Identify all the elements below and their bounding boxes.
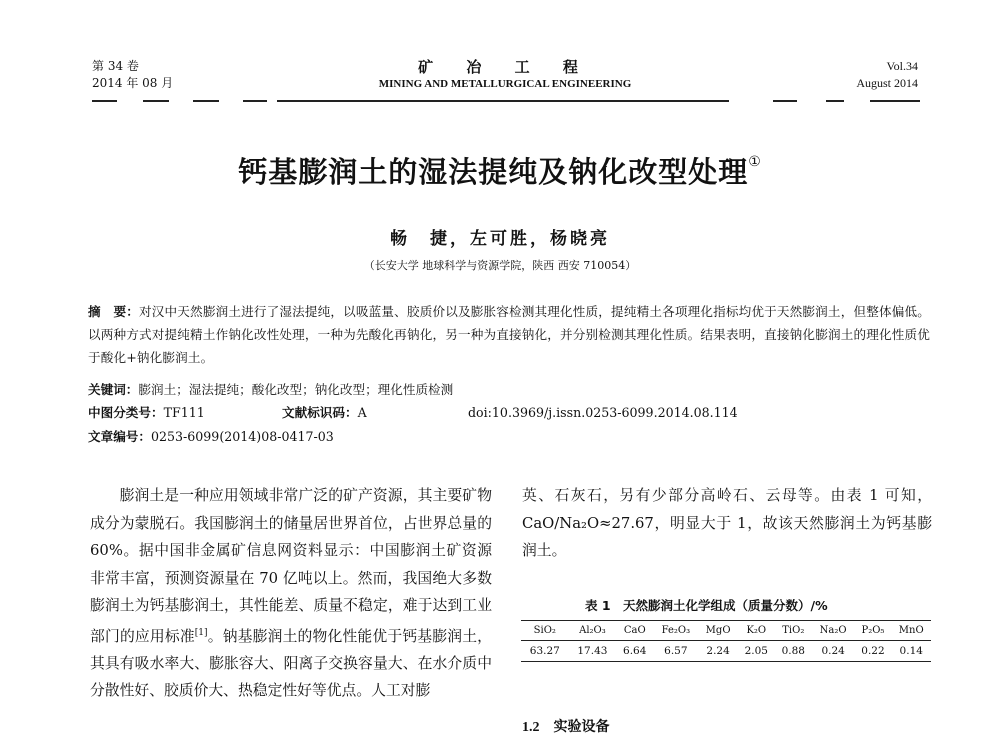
classification-label: 中图分类号： bbox=[88, 405, 164, 420]
table-header-cell: K₂O bbox=[738, 621, 775, 641]
article-number bbox=[88, 427, 334, 447]
affiliation: （长安大学 地球科学与资源学院，陕西 西安 710054） bbox=[363, 259, 637, 272]
classification-line bbox=[88, 403, 205, 423]
header-rule-segment bbox=[870, 100, 920, 102]
table-cell: 17.43 bbox=[569, 641, 617, 662]
table-cell: 0.24 bbox=[812, 641, 855, 662]
volume-en: Vol.34 bbox=[886, 59, 918, 73]
table-cell: 0.14 bbox=[891, 641, 931, 662]
table-cell: 0.22 bbox=[854, 641, 891, 662]
abstract-label: 摘 要： bbox=[88, 304, 140, 319]
body-left-column bbox=[90, 482, 492, 705]
body-paragraph: 膨润土是一种应用领域非常广泛的矿产资源，其主要矿物成分为蒙脱石。我国膨润土的储量居世界首位，占世界总量的 60%。据中国非金属矿信息网资料显示：中国膨润土矿资源非常丰富，预测资源量在 70 亿吨以上。然而，我国绝大多数膨润土为钙基膨润土，其性能差、质量不稳定，难于达到工业部门的应用标准 bbox=[90, 487, 492, 645]
journal-title-en: MINING AND METALLURGICAL ENGINEERING bbox=[378, 78, 632, 90]
keywords bbox=[88, 380, 453, 400]
article-number-value: 0253-6099(2014)08-0417-03 bbox=[150, 429, 334, 444]
volume-cn: 第 34 卷 bbox=[92, 59, 139, 73]
authors: 畅 捷，左可胜，杨晓亮 bbox=[390, 229, 610, 249]
header-rule-segment bbox=[773, 100, 797, 102]
table-header-cell: Al₂O₃ bbox=[569, 621, 617, 641]
doi: doi:10.3969/j.issn.0253-6099.2014.08.114 bbox=[468, 405, 738, 420]
header-rule-segment bbox=[826, 100, 844, 102]
table-header-cell: Fe₂O₃ bbox=[653, 621, 698, 641]
header-center bbox=[340, 58, 670, 92]
table-header-cell: TiO₂ bbox=[775, 621, 812, 641]
article-title-text: 钙基膨润土的湿法提纯及钠化改型处理 bbox=[238, 155, 749, 189]
header-right bbox=[800, 58, 918, 92]
body-paragraph-continued: 。钠基膨润土的物化性能优于钙基膨润土，其具有吸水率大、膨胀容大、阳离子交换容量大、在水介质中分散性好、胶质价大、热稳定性好等优点。人工对膨 bbox=[90, 627, 492, 700]
header-left bbox=[92, 58, 173, 92]
table-header-cell: MgO bbox=[698, 621, 737, 641]
classification-value: TF111 bbox=[163, 405, 205, 420]
document-code-label: 文献标识码： bbox=[282, 405, 358, 420]
table-header-cell: P₂O₅ bbox=[854, 621, 891, 641]
title-footnote-marker: ① bbox=[748, 154, 762, 170]
article-title bbox=[0, 150, 1000, 191]
table-header-cell: Na₂O bbox=[812, 621, 855, 641]
table-title: 表 1 天然膨润土化学组成（质量分数）/% bbox=[585, 598, 828, 613]
journal-title-cn: 矿 冶 工 程 bbox=[418, 58, 592, 76]
keywords-label: 关键词： bbox=[88, 382, 139, 397]
header-rule bbox=[277, 100, 729, 102]
section-title: 实验设备 bbox=[553, 719, 610, 735]
abstract bbox=[88, 300, 930, 369]
document-code bbox=[282, 403, 367, 423]
header-rule-segment bbox=[193, 100, 219, 102]
abstract-text: 对汉中天然膨润土进行了湿法提纯，以吸蓝量、胶质价以及膨胀容检测其理化性质，提纯精土各项理化指标均优于天然膨润土，但整体偏低。以两种方式对提纯精土作钠化改性处理，一种为先酸化再钠化，另一种为直接钠化，并分别检测其理化性质。结果表明，直接钠化膨润土的理化性质优于酸化+钠化膨润土。 bbox=[88, 304, 930, 365]
table-header-cell: SiO₂ bbox=[521, 621, 569, 641]
table-cell: 6.57 bbox=[653, 641, 698, 662]
table-header-cell: MnO bbox=[891, 621, 931, 641]
section-heading bbox=[522, 716, 610, 736]
body-right-column: 英、石灰石，另有少部分高岭石、云母等。由表 1 可知，CaO/Na₂O≈27.67，明显大于 1，故该天然膨润土为钙基膨润土。 bbox=[522, 487, 932, 559]
header-rule-segment bbox=[92, 100, 117, 102]
composition-table bbox=[521, 620, 931, 662]
table-header-row bbox=[521, 621, 931, 641]
table-value-row bbox=[521, 641, 931, 662]
reference-marker: [1] bbox=[194, 627, 208, 638]
header-rule-segment bbox=[143, 100, 169, 102]
keywords-text: 膨润土；湿法提纯；酸化改型；钠化改型；理化性质检测 bbox=[138, 382, 454, 397]
table-cell: 63.27 bbox=[521, 641, 569, 662]
table-cell: 0.88 bbox=[775, 641, 812, 662]
table-cell: 6.64 bbox=[616, 641, 653, 662]
section-number: 1.2 bbox=[522, 720, 540, 735]
header-rule-segment bbox=[243, 100, 267, 102]
document-code-value: A bbox=[357, 405, 367, 420]
date-cn: 2014 年 08 月 bbox=[92, 76, 174, 90]
article-number-label: 文章编号： bbox=[88, 429, 151, 444]
date-en: August 2014 bbox=[856, 76, 918, 90]
table-cell: 2.24 bbox=[698, 641, 737, 662]
table-header-cell: CaO bbox=[616, 621, 653, 641]
table-cell: 2.05 bbox=[738, 641, 775, 662]
